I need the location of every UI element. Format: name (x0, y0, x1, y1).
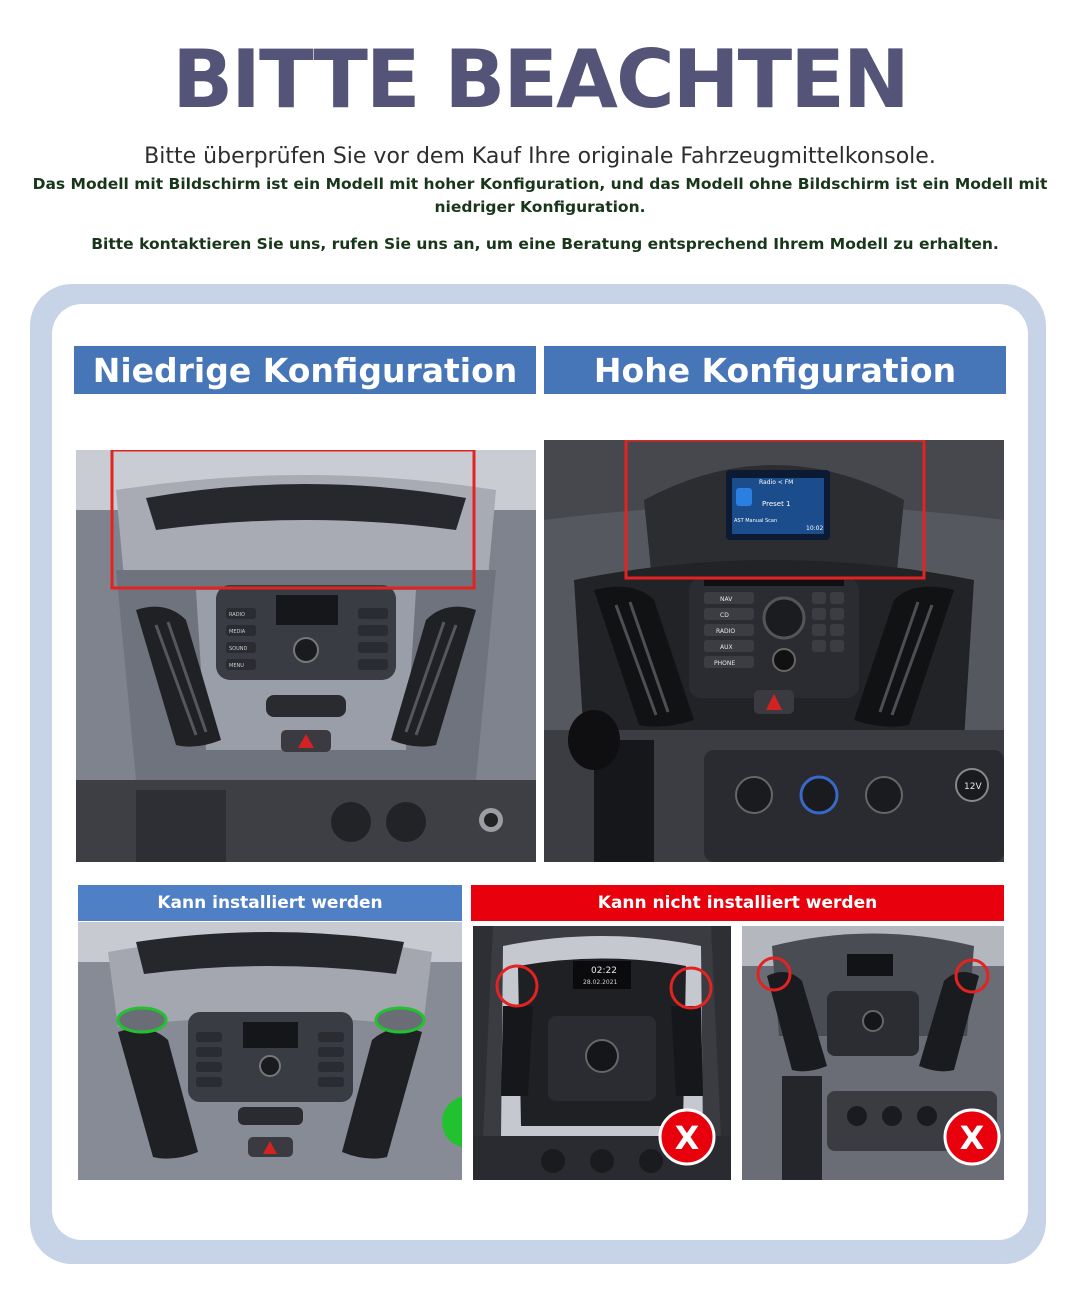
incompatible-photo-2 (742, 926, 1004, 1180)
contact-note: Bitte kontaktieren Sie uns, rufen Sie uns an, um eine Beratung entsprechend Ihrem Modell zu erhalten. (91, 235, 999, 253)
display-preset: Preset 1 (762, 500, 791, 508)
reject-mark-2: X (959, 1119, 985, 1157)
btn-radio: RADIO (716, 628, 736, 635)
incompatible-photo-1 (473, 926, 731, 1180)
btn-phone: PHONE (714, 660, 736, 667)
low-btn-radio: RADIO (229, 612, 245, 618)
btn-nav: NAV (720, 596, 733, 603)
low-btn-sound: SOUND (229, 646, 248, 652)
low-btn-menu: MENU (229, 663, 244, 669)
cannot-install-label: Kann nicht installiert werden (471, 885, 1004, 921)
page-title: BITTE BEACHTEN (172, 33, 908, 126)
power-socket-label: 12V (964, 782, 982, 792)
focus-clock: 02:22 (591, 966, 617, 976)
display-clock: 10:02 (806, 525, 824, 532)
low-config-label: Niedrige Konfiguration (74, 346, 536, 394)
reject-mark-1: X (674, 1119, 700, 1157)
low-btn-media: MEDIA (229, 629, 246, 635)
intro-line: Bitte überprüfen Sie vor dem Kauf Ihre originale Fahrzeugmittelkonsole. (144, 144, 936, 169)
config-explanation: Das Modell mit Bildschirm ist ein Modell mit hoher Konfiguration, und das Modell ohne Bildschirm ist ein Modell mit niedriger Konfiguration. (32, 175, 1048, 216)
btn-aux: AUX (720, 644, 733, 651)
display-source: Radio < FM (759, 479, 794, 486)
high-config-label: Hohe Konfiguration (544, 346, 1006, 394)
display-softkeys: AST Manual Scan (734, 518, 778, 524)
low-config-photo (76, 450, 536, 862)
can-install-label: Kann installiert werden (78, 885, 462, 921)
compatible-photo (78, 922, 462, 1180)
btn-cd: CD (720, 612, 729, 619)
high-config-photo (544, 440, 1004, 862)
focus-date: 28.02.2021 (583, 979, 618, 986)
